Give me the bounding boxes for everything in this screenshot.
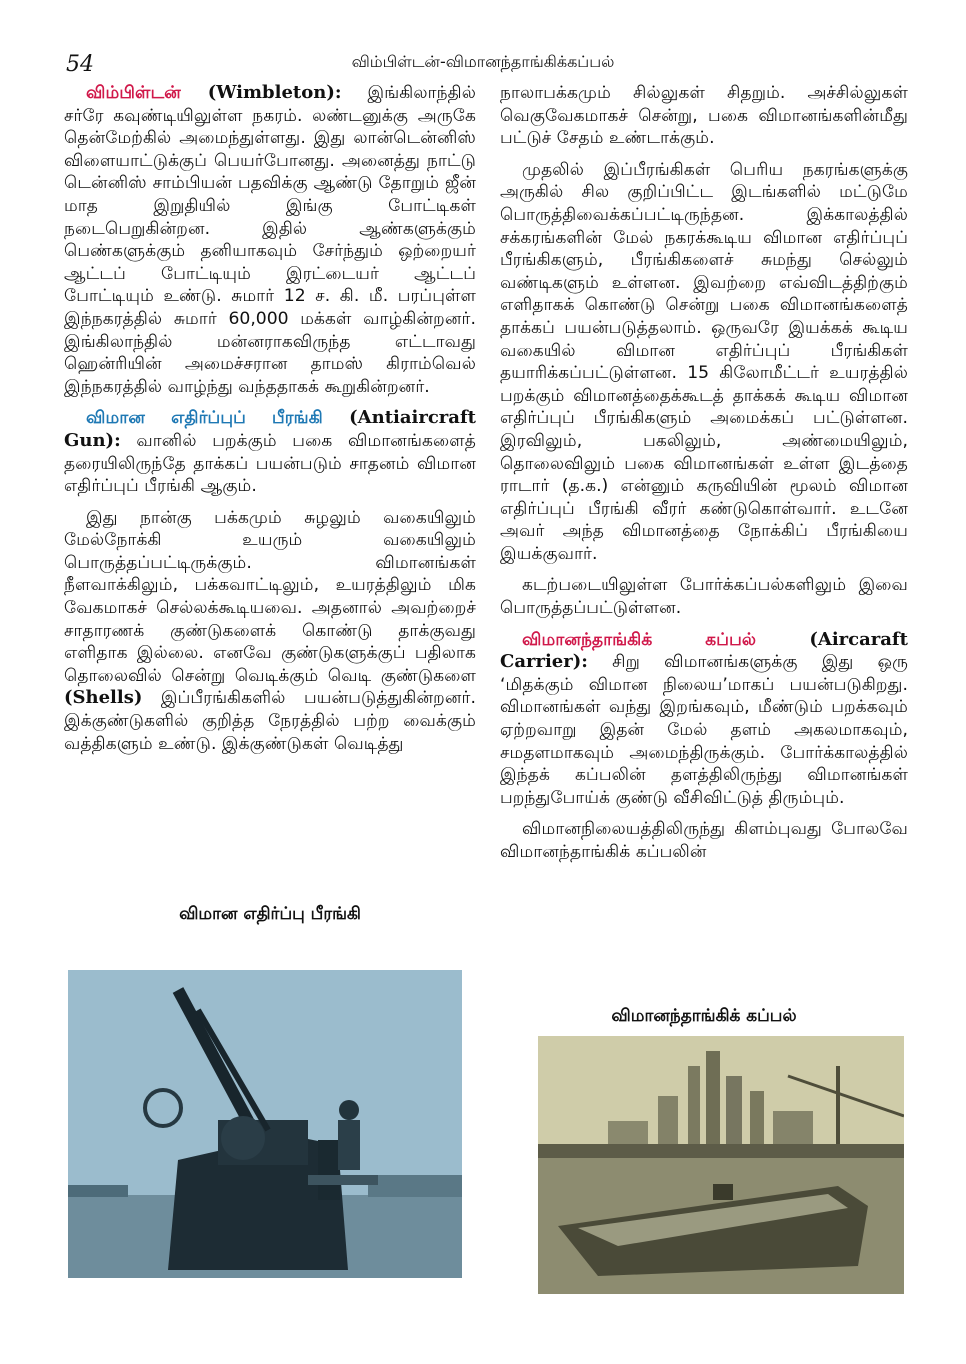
carrier-term: விமானந்தாங்கிக் கப்பல் <box>522 629 757 650</box>
antiaircraft-gun-photo <box>68 970 462 1278</box>
carrier-entry <box>500 629 908 810</box>
right-paragraph-3: கடற்படையிலுள்ள போர்க்கப்பல்களிலும் இவை பொருத்தப்பட்டுள்ளன. <box>500 575 908 619</box>
page-header <box>0 44 966 84</box>
running-head: விம்பிள்டன்-விமானந்தாங்கிக்கப்பல் <box>351 52 615 71</box>
antiaircraft-english: (Antiaircraft Gun): <box>64 407 477 451</box>
antiaircraft-caption: விமான எதிர்ப்பு பீரங்கி <box>179 904 361 924</box>
aircraft-carrier-illustration <box>538 1036 904 1294</box>
left-column <box>64 82 476 764</box>
right-paragraph-5: விமானநிலையத்திலிருந்து கிளம்புவது போலவே விமானந்தாங்கிக் கப்பலின் <box>500 819 908 862</box>
wimbledon-text: இங்கிலாந்தில் சர்ரே கவுண்டியிலுள்ள நகரம். லண்டனுக்கு அருகே தென்மேற்கில் அமைந்துள்ளது. இது லான்டென்னிஸ் விளையாட்டுக்குப் பெயர்போனது. அனைத்து நாட்டு டென்னிஸ் சாம்பியன் பதவிக்கு ஆண்டு தோறும் ஜீன் மாத இறுதியில் இங்கு போட்டிகள் நடைபெறுகின்றன. இதில் ஆண்களுக்கும் பெண்களுக்கும் தனியாகவும் சேர்ந்தும் ஒற்றையர் ஆட்டப் போட்டியும் இரட்டையர் ஆட்டப் போட்டியும் உண்டு. சுமார் 12 ச. கி. மீ. பரப்புள்ள இந்நகரத்தில் சுமார் 60,000 மக்கள் வாழ்கின்றனர். இங்கிலாந்தில் மன்னராகவிருந்த எட்டாவது ஹென்ரியின் அமைச்சரான தாமஸ் கிராம்வெல் இந்நகரத்தில் வாழ்ந்து வந்ததாகக் கூறுகின்றனர். <box>64 83 476 397</box>
right-paragraph-1: நாலாபக்கமும் சில்லுகள் சிதறும். அச்சில்லுகள் வெகுவேகமாகச் சென்று, பகை விமானங்களின்மீது பட்டுச் சேதம் உண்டாக்கும். <box>500 83 908 149</box>
carrier-caption: விமானந்தாங்கிக் கப்பல் <box>611 1006 797 1026</box>
carrier-text: சிறு விமானங்களுக்கு இது ஒரு ‘மிதக்கும் விமான நிலைய’மாகப் பயன்படுகிறது. விமானங்கள் வந்து இறங்கவும், மீண்டும் பறக்கவும் ஏற்றவாறு இதன் மேல் தளம் அகலமாகவும், சமதளமாகவும் அமைந்திருக்கும். போர்க்காலத்தில் இந்தக் கப்பலின் தளத்திலிருந்து விமானங்கள் பறந்துபோய்க் குண்டு வீசிவிட்டுத் திரும்பும். <box>500 652 908 808</box>
right-column <box>500 82 908 873</box>
wimbledon-term: விம்பிள்டன் <box>86 83 181 103</box>
right-paragraph-2: முதலில் இப்பீரங்கிகள் பெரிய நகரங்களுக்கு அருகில் சில குறிப்பிட்ட இடங்களில் மட்டுமே பொருத்திவைக்கப்பட்டிருந்தன. இக்காலத்தில் சக்கரங்களின் மேல் நகரக்கூடிய விமான எதிர்ப்புப் பீரங்கிகளும், பீரங்கிகளைச் சுமந்து செல்லும் வண்டிகளும் உள்ளன. இவற்றை எவ்விடத்திற்கும் எளிதாகக் கொண்டு சென்று பகை விமானங்களைத் தாக்கப் பயன்படுத்தலாம். ஒருவரே இயக்கக் கூடிய வகையில் விமான எதிர்ப்புப் பீரங்கிகள் தயாரிக்கப்பட்டுள்ளன. 15 கிலோமீட்டர் உயரத்தில் பறக்கும் விமானத்தைக்கூடத் தாக்கக் கூடிய விமான எதிர்ப்புப் பீரங்கிகளும் அமைக்கப் பட்டுள்ளன. இரவிலும், பகலிலும், அண்மையிலும், தொலைவிலும் பகை விமானங்கள் உள்ள இடத்தை ராடார் (த.க.) என்னும் கருவியின் மூலம் விமான எதிர்ப்புப் பீரங்கி வீரர் கண்டுகொள்வார். உடனே அவர் அந்த விமானத்தை நோக்கிப் பீரங்கியை இயக்குவார். <box>500 159 908 564</box>
antiaircraft-paragraph <box>64 507 476 756</box>
antiaircraft-p2-b: இப்பீரங்கிகளில் பயன்படுத்துகின்றனர். இக்குண்டுகளில் குறித்த நேரத்தில் பற்ற வைக்கும் வத்திகளும் உண்டு. இக்குண்டுகள் வெடித்து <box>64 688 476 754</box>
shells-term: (Shells) <box>64 687 143 709</box>
antiaircraft-text: வானில் பறக்கும் பகை விமானங்களைத் தரையிலிருந்தே தாக்கப் பயன்படும் சாதனம் விமான எதிர்ப்புப் பீரங்கி ஆகும். <box>64 430 476 497</box>
wimbledon-entry <box>64 82 476 398</box>
antiaircraft-entry <box>64 407 476 497</box>
wimbledon-english: (Wimbleton): <box>180 82 342 103</box>
antiaircraft-term: விமான எதிர்ப்புப் பீரங்கி <box>86 408 323 429</box>
antiaircraft-p2-a: இது நான்கு பக்கமும் சுழலும் வகையிலும் மேல்நோக்கி உயரும் வகையிலும் பொருத்தப்பட்டிருக்கும். விமானங்கள் நீளவாக்கிலும், பக்கவாட்டிலும், உயரத்திலும் மிக வேகமாகச் செல்லக்கூடியவை. அதனால் அவற்றைச் சாதாரணக் குண்டுகளைக் கொண்டு தாக்குவது எளிதாக இல்லை. எனவே குண்டுகளுக்குப் பதிலாக தொலைவில் சென்று வெடிக்கும் வெடி குண்டுகளை <box>64 507 476 686</box>
antiaircraft-gun-illustration <box>68 970 462 1278</box>
aircraft-carrier-photo <box>538 1036 904 1294</box>
carrier-english: (Aircaraft Carrier): <box>500 628 908 673</box>
page-number: 54 <box>66 52 94 77</box>
